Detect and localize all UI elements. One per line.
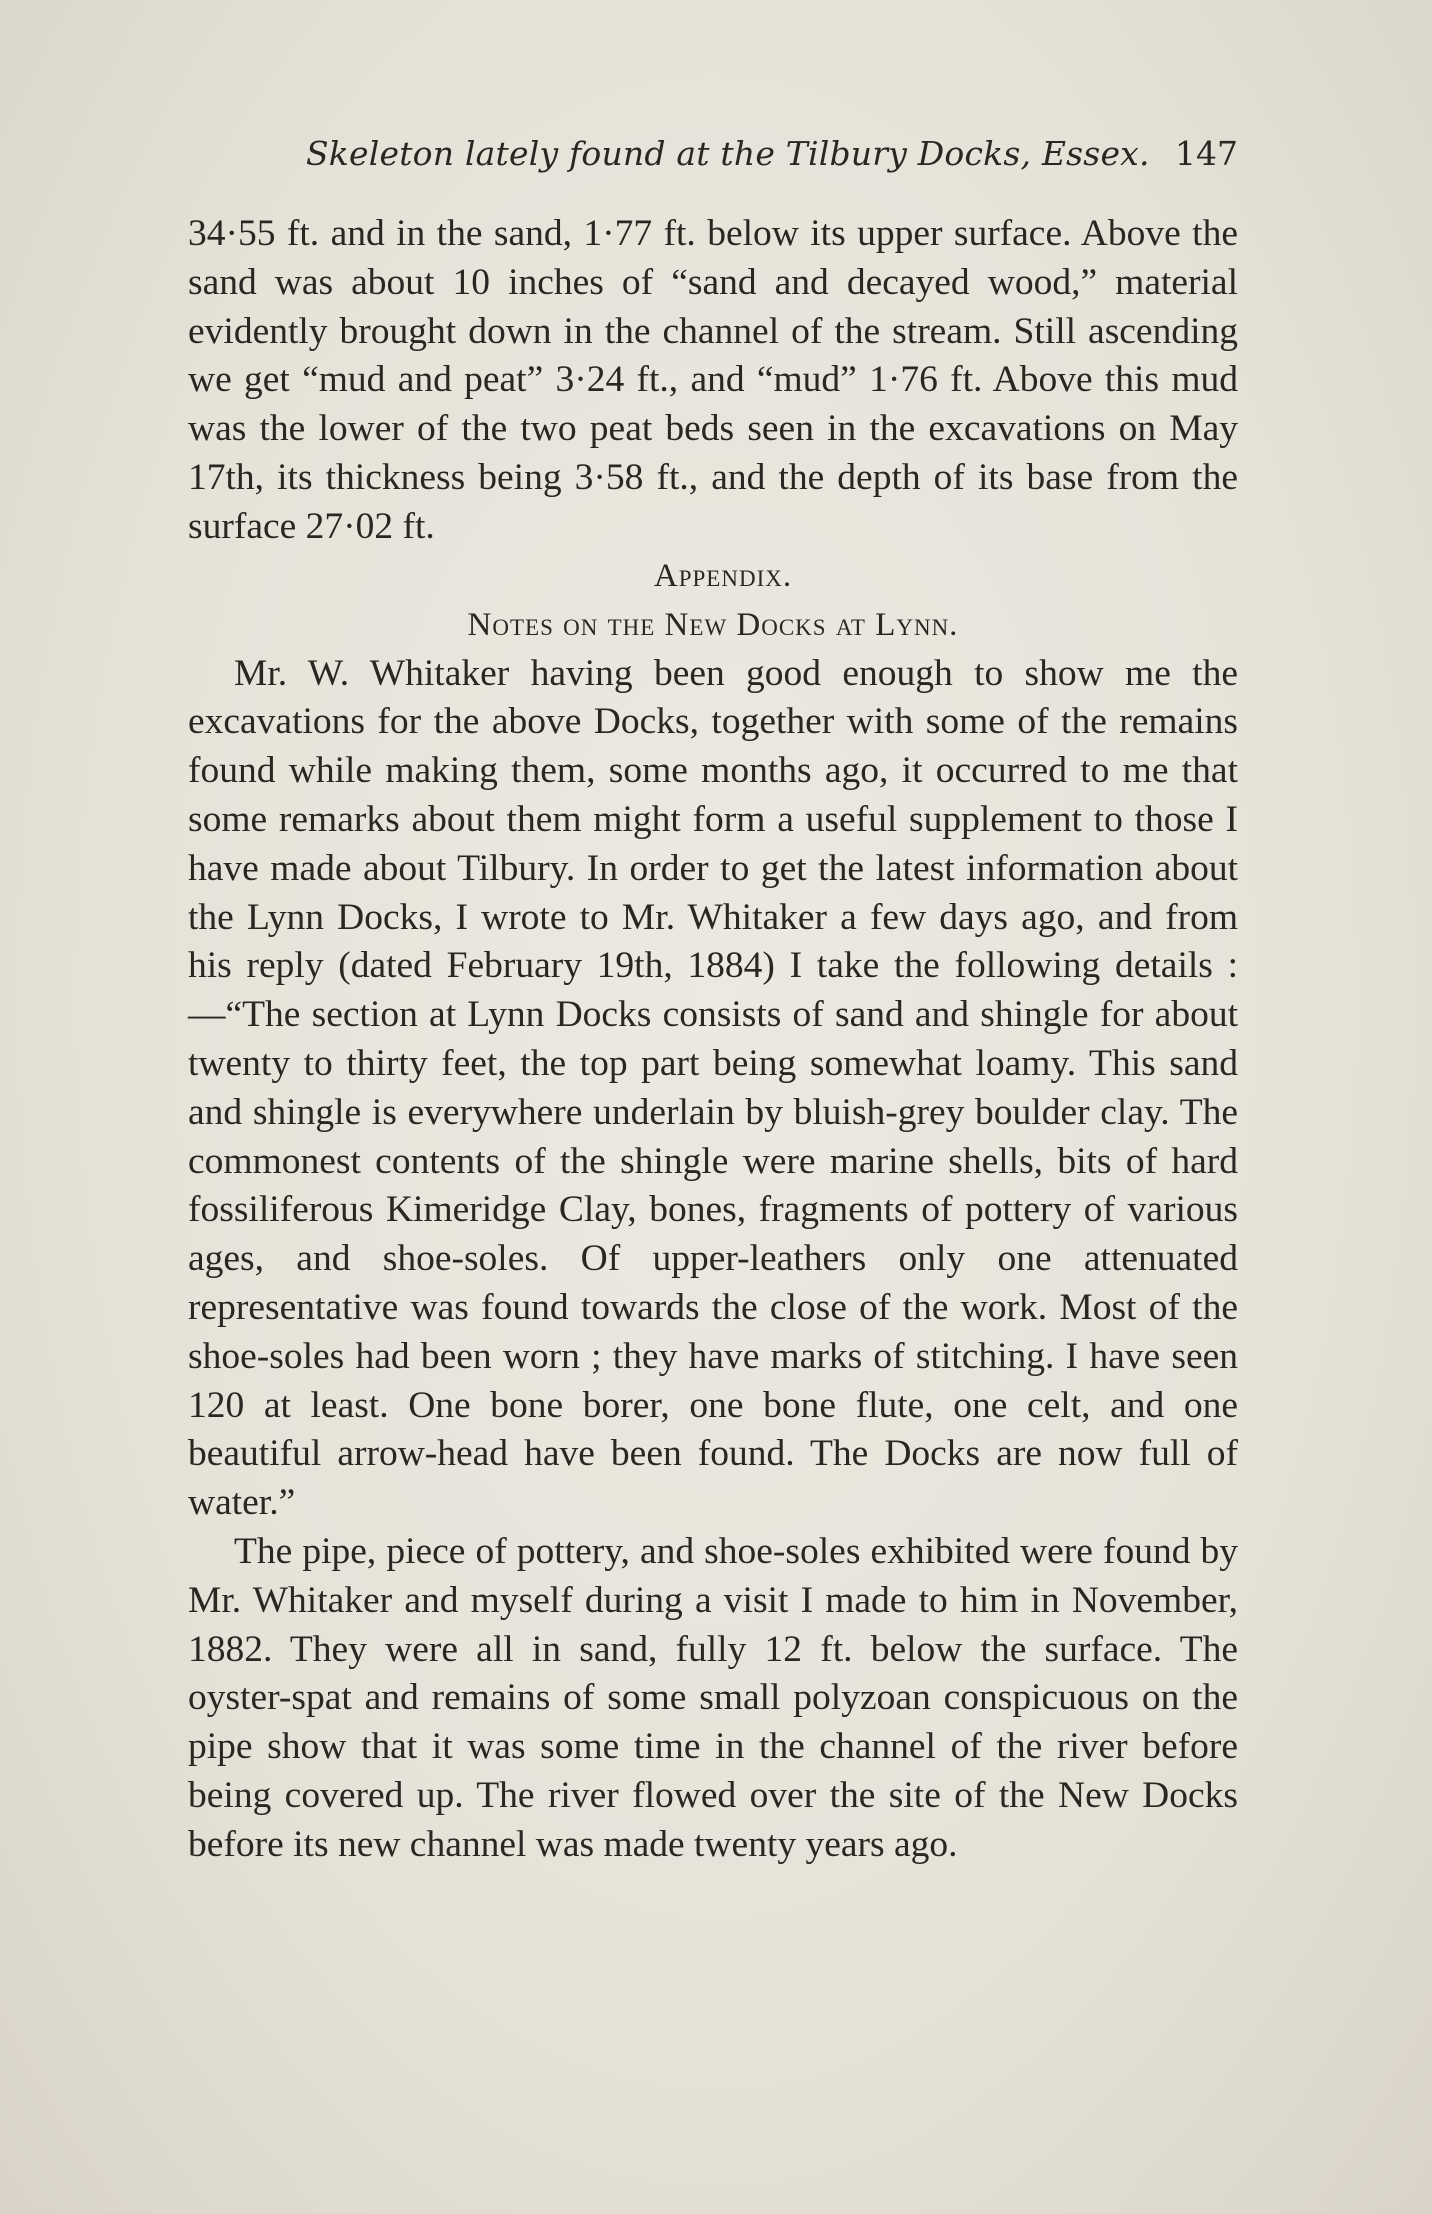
page-body bbox=[188, 210, 1238, 1870]
paragraph-1: 34·55 ft. and in the sand, 1·77 ft. below its upper surface. Above the sand was about 10 inches of “sand and decayed wood,” material evidently brought down in the channel of the stream. Still ascending we get “mud and peat” 3·24 ft., and “mud” 1·76 ft. Above this mud was the lower of the two peat beds seen in the excavations on May 17th, its thickness being 3·58 ft., and the depth of its base from the surface 27·02 ft. bbox=[188, 213, 1238, 547]
paragraph-2: Mr. W. Whitaker having been good enough to show me the excavations for the above Docks, together with some of the remains found while making them, some months ago, it occurred to me that some remarks about them might form a useful supplement to those I have made about Tilbury. In order to get the latest information about the Lynn Docks, I wrote to Mr. Whitaker a few days ago, and from his reply (dated February 19th, 1884) I take the following details :—“The section at Lynn Docks consists of sand and shingle for about twenty to thirty feet, the top part being somewhat loamy. This sand and shingle is everywhere underlain by bluish-grey boulder clay. The commonest contents of the shingle were marine shells, bits of hard fossiliferous Kimeridge Clay, bones, fragments of pottery of various ages, and shoe-soles. Of upper-leathers only one attenuated representative was found towards the close of the work. Most of the shoe-soles had been worn ; they have marks of stitching. I have seen 120 at least. One bone borer, one bone flute, one celt, and one beautiful arrow-head have been found. The Docks are now full of water.” bbox=[188, 652, 1238, 1524]
page-number: 147 bbox=[1175, 134, 1238, 173]
page-header bbox=[188, 134, 1238, 180]
running-title: Skeleton lately found at the Tilbury Docks, Essex. bbox=[306, 134, 1150, 173]
appendix-heading: Appendix. bbox=[653, 557, 793, 594]
section-heading: Notes on the New Docks at Lynn. bbox=[467, 606, 959, 643]
paragraph-3: The pipe, piece of pottery, and shoe-soles exhibited were found by Mr. Whitaker and myself during a visit I made to him in November, 1882. They were all in sand, fully 12 ft. below the surface. The oyster-spat and remains of some small polyzoan conspicuous on the pipe show that it was some time in the channel of the river before being covered up. The river flowed over the site of the New Docks before its new channel was made twenty years ago. bbox=[188, 1530, 1238, 1865]
